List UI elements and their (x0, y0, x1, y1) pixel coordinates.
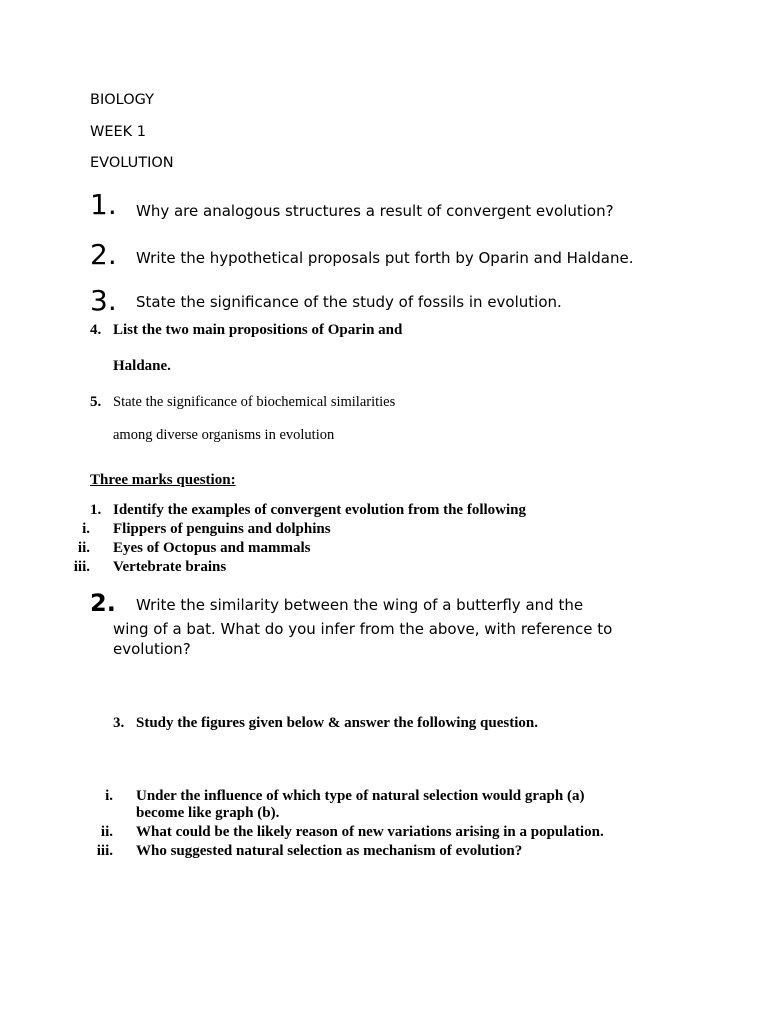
question-number: 3. (90, 284, 117, 317)
subquestion-number: i. (105, 788, 113, 804)
question-text: State the significance of the study of fossils in evolution. (136, 293, 562, 311)
option-text: Vertebrate brains (113, 559, 227, 575)
question-number: 2. (90, 238, 117, 271)
subquestion-text: become like graph (b). (136, 805, 280, 821)
option-number: i. (82, 521, 90, 537)
question-text: Write the hypothetical proposals put forth by Oparin and Haldane. (136, 249, 634, 267)
question-text: Identify the examples of convergent evolution from the following (113, 502, 527, 518)
section-heading: Three marks question: (90, 472, 236, 488)
question-text: Haldane. (113, 358, 171, 374)
question-text: among diverse organisms in evolution (113, 427, 335, 443)
subquestion-number: ii. (100, 824, 113, 840)
question-number: 4. (90, 322, 102, 338)
option-number: iii. (73, 559, 90, 575)
question-text: wing of a bat. What do you infer from the above, with reference to (113, 620, 613, 638)
question-number: 1. (90, 188, 117, 221)
topic-label: EVOLUTION (90, 155, 174, 171)
question-number: 1. (90, 502, 102, 518)
question-text: Write the similarity between the wing of a butterfly and the (136, 596, 584, 614)
question-text: Study the figures given below & answer the following question. (136, 715, 538, 731)
subquestion-text: Who suggested natural selection as mechanism of evolution? (136, 843, 523, 859)
question-text: evolution? (113, 640, 191, 658)
subquestion-number: iii. (96, 843, 113, 859)
question-number: 5. (90, 394, 102, 410)
subject-label: BIOLOGY (90, 92, 154, 108)
question-text: List the two main propositions of Oparin and (113, 322, 403, 338)
option-text: Eyes of Octopus and mammals (113, 540, 311, 556)
week-label: WEEK 1 (90, 124, 147, 140)
question-number: 3. (113, 715, 125, 731)
subquestion-text: What could be the likely reason of new variations arising in a population. (136, 824, 604, 840)
option-text: Flippers of penguins and dolphins (113, 521, 331, 537)
subquestion-text: Under the influence of which type of natural selection would graph (a) (136, 788, 585, 804)
question-number: 2. (90, 589, 116, 617)
question-text: Why are analogous structures a result of convergent evolution? (136, 202, 614, 220)
option-number: ii. (77, 540, 90, 556)
question-text: State the significance of biochemical similarities (113, 394, 396, 410)
